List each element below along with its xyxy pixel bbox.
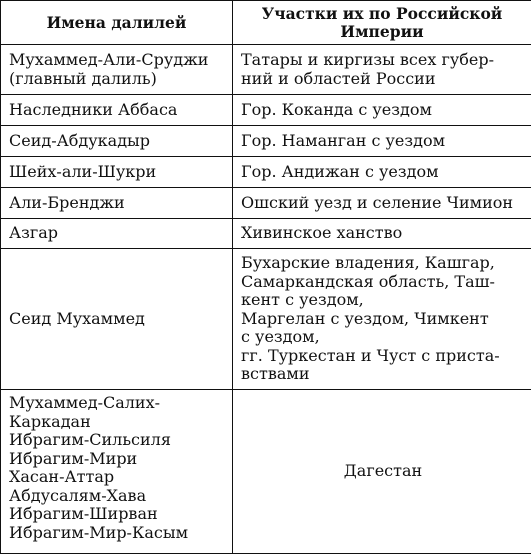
- table-row: [1, 249, 531, 390]
- cell-region: Хивинское ханство: [233, 219, 531, 249]
- cell-name: Азгар: [1, 219, 233, 249]
- cell-name: Сеид Мухаммед: [1, 249, 233, 390]
- table-row: [1, 390, 531, 554]
- cell-region: Бухарские владения, Кашгар, Самаркандская область, Таш- кент с уездом, Маргелан с уездом, Чимкент с уездом, гг. Туркестан и Чуст с приста- вствами: [233, 249, 531, 390]
- table-row: [1, 45, 531, 95]
- cell-name: Наследники Аббаса: [1, 95, 233, 126]
- table-row: [1, 95, 531, 126]
- cell-region: Татары и киргизы всех губер- ний и областей России: [233, 45, 531, 95]
- cell-name: Сеид-Абдукадыр: [1, 126, 233, 157]
- table-row: [1, 188, 531, 219]
- table-header-row: [1, 1, 531, 45]
- header-names: Имена далилей: [1, 1, 233, 45]
- cell-region: Дагестан: [233, 390, 531, 554]
- cell-name: Мухаммед-Али-Сруджи (главный далиль): [1, 45, 233, 95]
- cell-name: Шейх-али-Шукри: [1, 157, 233, 188]
- cell-name: Али-Бренджи: [1, 188, 233, 219]
- cell-region: Гор. Коканда с уездом: [233, 95, 531, 126]
- cell-name: Мухаммед-Салих- Каркадан Ибрагим-Сильсиля Ибрагим-Мири Хасан-Аттар Абдусалям-Хава Ибрагим-Ширван Ибрагим-Мир-Касым: [1, 390, 233, 554]
- table-row: [1, 219, 531, 249]
- table-row: [1, 157, 531, 188]
- cell-region: Гор. Андижан с уездом: [233, 157, 531, 188]
- header-regions: Участки их по Российской Империи: [233, 1, 531, 45]
- cell-region: Гор. Наманган с уездом: [233, 126, 531, 157]
- cell-region: Ошский уезд и селение Чимион: [233, 188, 531, 219]
- table-row: [1, 126, 531, 157]
